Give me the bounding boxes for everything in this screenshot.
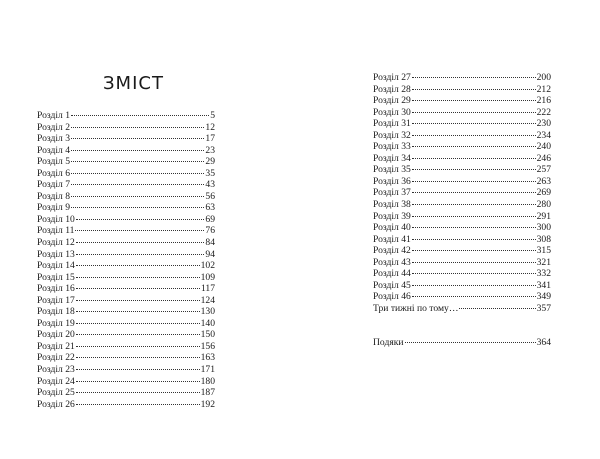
- toc-entry[interactable]: [373, 141, 551, 153]
- toc-entry[interactable]: [373, 211, 551, 223]
- dot-leader: [412, 181, 536, 182]
- dot-leader: [71, 150, 204, 151]
- toc-entry-label: Розділ 8: [37, 190, 71, 202]
- toc-entry-label: Розділ 1: [37, 110, 71, 121]
- dot-leader: [412, 77, 536, 78]
- toc-entry[interactable]: [37, 260, 215, 272]
- toc-entry[interactable]: [37, 352, 215, 364]
- toc-entry-page: 349: [536, 291, 551, 303]
- toc-entry-page: 308: [536, 233, 551, 245]
- dot-leader: [412, 135, 536, 136]
- dot-leader: [76, 265, 200, 266]
- dot-leader: [71, 184, 204, 185]
- toc-left-column: [37, 110, 215, 410]
- toc-entry-label: Розділ 45: [373, 279, 411, 291]
- toc-entry-page: 12: [205, 121, 215, 133]
- toc-entry-page: 240: [536, 141, 551, 153]
- toc-entry-page: 5: [210, 110, 215, 121]
- toc-entry-label: Розділ 30: [373, 106, 411, 118]
- toc-entry-page: 43: [205, 179, 215, 191]
- toc-entry-label: Розділ 34: [373, 152, 411, 164]
- dot-leader: [76, 334, 200, 335]
- dot-leader: [412, 204, 536, 205]
- toc-entry[interactable]: [37, 249, 215, 261]
- toc-entry[interactable]: [373, 130, 551, 142]
- toc-entry-label: Розділ 42: [373, 245, 411, 257]
- toc-entry-label: Розділ 31: [373, 118, 411, 130]
- toc-entry-label: Розділ 25: [37, 387, 75, 399]
- toc-entry[interactable]: [373, 268, 551, 280]
- toc-entry[interactable]: [37, 399, 215, 411]
- toc-entry-label: Розділ 17: [37, 294, 75, 306]
- dot-leader: [76, 346, 200, 347]
- toc-entry[interactable]: [37, 225, 215, 237]
- toc-entry-label: Розділ 39: [373, 210, 411, 222]
- toc-entry-label: Розділ 41: [373, 233, 411, 245]
- dot-leader: [76, 381, 200, 382]
- toc-entry-page: 69: [205, 213, 215, 225]
- toc-entry-label: Розділ 43: [373, 256, 411, 268]
- toc-entry-page: 76: [205, 225, 215, 237]
- toc-entry-label: Розділ 6: [37, 167, 71, 179]
- toc-entry-label: Розділ 4: [37, 144, 71, 156]
- toc-entry-page: 364: [536, 337, 551, 349]
- toc-entry-label: Розділ 9: [37, 202, 71, 214]
- toc-entry[interactable]: [37, 145, 215, 157]
- toc-entry-page: 94: [205, 248, 215, 260]
- toc-entry[interactable]: [37, 318, 215, 330]
- toc-entry-label: Розділ 36: [373, 175, 411, 187]
- toc-entry-label: Розділ 26: [37, 398, 75, 410]
- toc-entry-page: 130: [200, 306, 215, 318]
- toc-entry[interactable]: [373, 234, 551, 246]
- toc-entry[interactable]: [373, 303, 551, 315]
- toc-entry-label: Розділ 23: [37, 364, 75, 376]
- dot-leader: [412, 216, 536, 217]
- toc-entry-label: Розділ 38: [373, 199, 411, 211]
- toc-entry-page: 341: [536, 279, 551, 291]
- toc-entry-label: Розділ 7: [37, 179, 71, 191]
- dot-leader: [412, 89, 536, 90]
- dot-leader: [76, 254, 205, 255]
- dot-leader: [412, 296, 536, 297]
- toc-entry[interactable]: [373, 280, 551, 292]
- dot-leader: [75, 230, 204, 231]
- toc-entry[interactable]: [37, 376, 215, 388]
- toc-entry-page: 269: [536, 187, 551, 199]
- toc-entry[interactable]: [373, 337, 551, 349]
- toc-entry[interactable]: [373, 176, 551, 188]
- toc-entry[interactable]: [37, 295, 215, 307]
- toc-entry-label: Розділ 22: [37, 352, 75, 364]
- toc-entry-label: Розділ 13: [37, 248, 75, 260]
- toc-entry[interactable]: [37, 191, 215, 203]
- toc-entry[interactable]: [373, 199, 551, 211]
- toc-entry-page: 84: [205, 237, 215, 249]
- toc-entry-page: 357: [536, 302, 551, 314]
- toc-entry[interactable]: [37, 329, 215, 341]
- dot-leader: [76, 311, 200, 312]
- dot-leader: [412, 273, 536, 274]
- dot-leader: [412, 192, 536, 193]
- dot-leader: [459, 308, 535, 309]
- toc-entry-label: Розділ 2: [37, 121, 71, 133]
- toc-entry-page: 280: [536, 199, 551, 211]
- toc-title: ЗМІСТ: [103, 73, 164, 94]
- toc-entry-label: Розділ 5: [37, 156, 71, 168]
- dot-leader: [412, 250, 536, 251]
- toc-entry-page: 212: [536, 83, 551, 95]
- dot-leader: [412, 112, 536, 113]
- toc-entry[interactable]: [37, 341, 215, 353]
- toc-entry-page: 163: [200, 352, 215, 364]
- toc-entry[interactable]: [373, 118, 551, 130]
- toc-entry[interactable]: [373, 107, 551, 119]
- dot-leader: [76, 369, 200, 370]
- dot-leader: [76, 277, 200, 278]
- toc-entry-page: 291: [536, 210, 551, 222]
- toc-entry-label: Розділ 46: [373, 291, 411, 303]
- toc-entry[interactable]: [373, 245, 551, 257]
- dot-leader: [412, 123, 536, 124]
- toc-entry-page: 56: [205, 190, 215, 202]
- dot-leader: [76, 392, 200, 393]
- toc-entry-page: 222: [536, 106, 551, 118]
- dot-leader: [71, 138, 204, 139]
- toc-entry-label: Розділ 21: [37, 340, 75, 352]
- toc-entry-label: Розділ 18: [37, 306, 75, 318]
- toc-entry-page: 17: [205, 133, 215, 145]
- toc-entry[interactable]: [373, 291, 551, 303]
- toc-spacer: [373, 314, 551, 337]
- toc-entry[interactable]: [37, 168, 215, 180]
- toc-entry[interactable]: [37, 283, 215, 295]
- toc-entry-page: 300: [536, 222, 551, 234]
- dot-leader: [412, 100, 536, 101]
- toc-entry-page: 321: [536, 256, 551, 268]
- toc-entry[interactable]: [37, 133, 215, 145]
- toc-entry-page: 180: [200, 375, 215, 387]
- toc-entry-page: 263: [536, 175, 551, 187]
- toc-entry-page: 200: [536, 72, 551, 83]
- toc-entry-page: 234: [536, 129, 551, 141]
- toc-entry-label: Розділ 19: [37, 317, 75, 329]
- toc-entry[interactable]: [37, 110, 215, 122]
- toc-right-column: [373, 72, 551, 349]
- toc-entry-page: 216: [536, 95, 551, 107]
- toc-entry[interactable]: [373, 257, 551, 269]
- toc-entry[interactable]: [373, 187, 551, 199]
- dot-leader: [76, 219, 205, 220]
- dot-leader: [412, 262, 536, 263]
- toc-entry-label: Розділ 20: [37, 329, 75, 341]
- toc-entry-label: Три тижні по тому…: [373, 302, 459, 314]
- dot-leader: [71, 127, 204, 128]
- dot-leader: [76, 300, 200, 301]
- toc-entry[interactable]: [373, 95, 551, 107]
- toc-entry[interactable]: [37, 214, 215, 226]
- toc-entry-label: Розділ 32: [373, 129, 411, 141]
- toc-entry-label: Розділ 28: [373, 83, 411, 95]
- toc-entry-page: 332: [536, 268, 551, 280]
- toc-entry[interactable]: [373, 153, 551, 165]
- dot-leader: [76, 357, 200, 358]
- toc-entry-label: Розділ 27: [373, 72, 411, 83]
- toc-entry-label: Розділ 14: [37, 260, 75, 272]
- dot-leader: [412, 158, 536, 159]
- toc-entry-label: Розділ 33: [373, 141, 411, 153]
- dot-leader: [71, 207, 204, 208]
- toc-entry-label: Подяки: [373, 337, 404, 349]
- toc-entry-page: 246: [536, 152, 551, 164]
- toc-entry-page: 315: [536, 245, 551, 257]
- toc-entry-page: 102: [200, 260, 215, 272]
- toc-entry[interactable]: [37, 364, 215, 376]
- toc-entry[interactable]: [37, 387, 215, 399]
- dot-leader: [405, 342, 536, 343]
- toc-entry-label: Розділ 12: [37, 237, 75, 249]
- toc-entry-page: 29: [205, 156, 215, 168]
- toc-entry-label: Розділ 10: [37, 213, 75, 225]
- toc-entry-label: Розділ 16: [37, 283, 75, 295]
- dot-leader: [71, 196, 204, 197]
- dot-leader: [76, 288, 200, 289]
- toc-entry-label: Розділ 35: [373, 164, 411, 176]
- dot-leader: [412, 227, 536, 228]
- toc-entry-page: 257: [536, 164, 551, 176]
- dot-leader: [412, 146, 536, 147]
- dot-leader: [76, 404, 200, 405]
- toc-entry-page: 156: [200, 340, 215, 352]
- dot-leader: [412, 285, 536, 286]
- toc-entry-label: Розділ 15: [37, 271, 75, 283]
- toc-entry-page: 23: [205, 144, 215, 156]
- toc-entry[interactable]: [373, 164, 551, 176]
- toc-entry-page: 171: [200, 364, 215, 376]
- toc-entry-page: 109: [200, 271, 215, 283]
- toc-entry[interactable]: [373, 84, 551, 96]
- dot-leader: [412, 169, 536, 170]
- toc-entry[interactable]: [37, 122, 215, 134]
- dot-leader: [412, 239, 536, 240]
- toc-entry-label: Розділ 11: [37, 225, 75, 237]
- dot-leader: [71, 161, 204, 162]
- toc-entry-page: 35: [205, 167, 215, 179]
- toc-entry[interactable]: [37, 272, 215, 284]
- toc-entry[interactable]: [37, 179, 215, 191]
- toc-entry[interactable]: [37, 237, 215, 249]
- toc-entry-page: 140: [200, 317, 215, 329]
- dot-leader: [76, 242, 205, 243]
- toc-entry[interactable]: [37, 156, 215, 168]
- toc-entry-page: 150: [200, 329, 215, 341]
- dot-leader: [71, 173, 204, 174]
- dot-leader: [76, 323, 200, 324]
- toc-entry-page: 230: [536, 118, 551, 130]
- toc-entry-page: 63: [205, 202, 215, 214]
- toc-entry-page: 117: [200, 283, 215, 295]
- toc-entry-label: Розділ 37: [373, 187, 411, 199]
- toc-entry[interactable]: [37, 202, 215, 214]
- dot-leader: [71, 115, 209, 116]
- toc-entry-label: Розділ 3: [37, 133, 71, 145]
- toc-entry[interactable]: [37, 306, 215, 318]
- toc-entry-label: Розділ 40: [373, 222, 411, 234]
- toc-entry-label: Розділ 29: [373, 95, 411, 107]
- toc-entry[interactable]: [373, 222, 551, 234]
- toc-entry[interactable]: [373, 72, 551, 84]
- toc-entry-label: Розділ 24: [37, 375, 75, 387]
- toc-entry-page: 192: [200, 398, 215, 410]
- toc-entry-page: 124: [200, 294, 215, 306]
- toc-entry-page: 187: [200, 387, 215, 399]
- toc-entry-label: Розділ 44: [373, 268, 411, 280]
